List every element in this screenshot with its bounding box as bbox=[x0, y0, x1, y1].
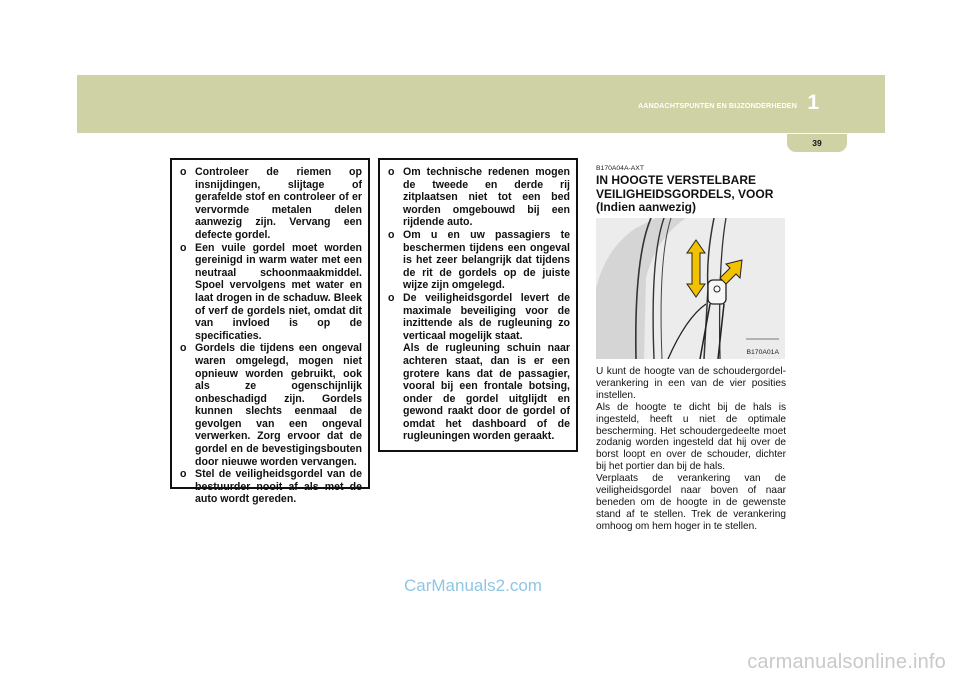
watermark-carmanuals2[interactable]: CarManuals2.com bbox=[404, 576, 542, 595]
caution-item-text: Een vuile gordel moet worden gereinigd in warm water met een neutraal schoonmaakmiddel. Spoel vervolgens met water en laat drogen in de schaduw. Bleek of verf de gordels niet, omdat dit van invloed is op de specificaties. bbox=[195, 241, 362, 342]
caution-item-text: De veiligheidsgordel levert de maximale beveiliging voor de inzittende als de rugleuning zo verticaal mogelijk staat. Als de rugleuning schuin naar achteren staat, dan is er een grotere kans dat de passagier, vooral bij een frontale botsing, onder de gordel uitglijdt en gewond raakt door de gordel of omdat het dashboard of de rugleuningen worden geraakt. bbox=[403, 291, 570, 443]
page-number-tab bbox=[787, 134, 847, 152]
caution-item bbox=[180, 166, 362, 242]
caution-box-1 bbox=[170, 158, 370, 506]
page-number: 39 bbox=[812, 138, 822, 148]
bullet: o bbox=[180, 468, 187, 481]
section-body-text: U kunt de hoogte van de schoudergordel-verankering in een van de vier posities instellen. Als de hoogte te dicht bij de hals is ingesteld, heeft u niet de optimale bescherming. Het schoudergedeelte moet zodanig worden ingesteld dat hij over de borst loopt en over de schouder, dichter bij het portier dan bij de hals. Verplaats de verankering van de veiligheidsgordel naar boven of naar beneden om de hoogte in de gewenste stand af te stellen. Trek de verankering omhoog om hem hoger in te stellen. bbox=[596, 366, 786, 532]
caution-item-text: Stel de veiligheidsgordel van de bestuurder nooit af als met de auto wordt gereden. bbox=[195, 468, 362, 506]
section-title: IN HOOGTE VERSTELBARE VEILIGHEIDSGORDELS, VOOR (Indien aanwezig) bbox=[596, 173, 774, 215]
section-code: B170A04A-AXT bbox=[596, 165, 644, 172]
section-header-title: AANDACHTSPUNTEN EN BIJZONDERHEDEN bbox=[637, 101, 797, 110]
bullet: o bbox=[388, 166, 395, 178]
caution-item-text: Gordels die tijdens een ongeval waren omgelegd, mogen niet opnieuw worden gebruikt, ook als ze ogenschijnlijk onbeschadigd zijn. Gordels kunnen slechts eenmaal de gevolgen van een ongeval verwerken. Zorg ervoor dat de gordel en de bevestigingsbouten door nieuwe worden vervangen. bbox=[195, 342, 362, 468]
header-band bbox=[77, 75, 885, 133]
watermark-carmanualsonline[interactable]: carmanualsonline.info bbox=[747, 651, 946, 673]
seatbelt-anchor-illustration bbox=[596, 218, 785, 359]
bullet: o bbox=[180, 342, 187, 355]
caution-item-text: Om u en uw passagiers te beschermen tijdens een ongeval is het zeer belangrijk dat tijdens de rit de gordels op de juiste wijze zijn omgelegd. bbox=[403, 228, 570, 292]
caution-box-2 bbox=[378, 158, 578, 452]
caution-item bbox=[180, 242, 362, 343]
caution-item bbox=[180, 342, 362, 468]
caution-item bbox=[180, 468, 362, 506]
seatbelt-height-figure bbox=[596, 218, 785, 359]
caution-item-text: Controleer de riemen op insnijdingen, slijtage of gerafelde stof en controleer of er vervormde metalen delen aanwezig zijn. Vervang een defecte gordel. bbox=[195, 166, 362, 241]
bullet: o bbox=[388, 291, 395, 304]
figure-code: B170A01A bbox=[746, 349, 779, 356]
chapter-number: 1 bbox=[807, 91, 819, 114]
caution-item bbox=[388, 229, 570, 292]
caution-item-text: Om technische redenen mogen de tweede en derde rij zitplaatsen niet tot een bed worden omgebouwd bij een rijdende auto. bbox=[403, 166, 570, 229]
bullet: o bbox=[180, 241, 187, 254]
section-body bbox=[596, 366, 786, 533]
caution-item bbox=[388, 166, 570, 229]
bullet: o bbox=[388, 228, 395, 241]
caution-item bbox=[388, 292, 570, 443]
bullet: o bbox=[180, 166, 187, 178]
